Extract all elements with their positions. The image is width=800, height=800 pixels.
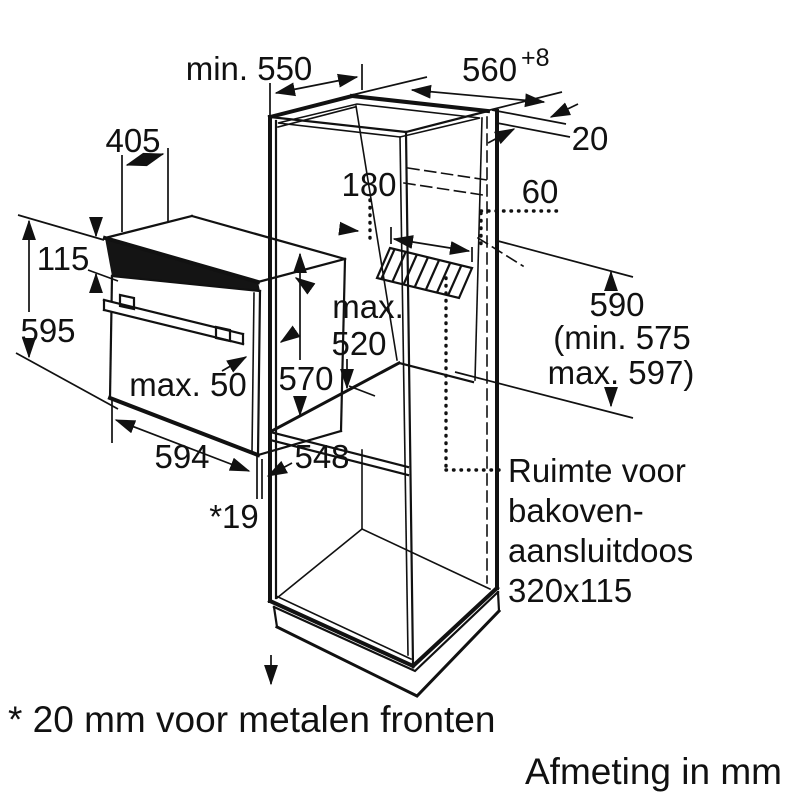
- label-oven-depth: 548: [294, 438, 350, 475]
- connection-box-note: [508, 452, 693, 609]
- oven-handle: [104, 295, 243, 344]
- label-rear-vent-gap: 60: [521, 173, 559, 210]
- note-line-1: Ruimte voor: [508, 452, 686, 489]
- label-top-gap: 20: [571, 120, 609, 157]
- footer-notes: [8, 699, 782, 792]
- label-panel-height: 115: [36, 240, 90, 277]
- units-note: Afmeting in mm: [524, 751, 782, 792]
- note-line-4: 320x115: [508, 572, 633, 609]
- label-niche-depth: min. 550: [185, 50, 313, 87]
- label-rear-cutout: 180: [341, 166, 397, 203]
- note-line-2: bakoven-: [508, 492, 644, 529]
- label-niche-height-min: (min. 575: [553, 319, 691, 356]
- oven: [104, 216, 345, 455]
- label-oven-width: 594: [154, 438, 210, 475]
- label-niche-width-tolerance: +8: [521, 44, 550, 72]
- label-shelf-depth-value: 520: [331, 325, 387, 362]
- label-oven-height: 595: [20, 312, 76, 349]
- footnote-metal-fronts: * 20 mm voor metalen fronten: [8, 699, 496, 740]
- note-line-3: aansluitdoos: [508, 532, 694, 569]
- label-shelf-depth-max: max.: [332, 288, 404, 325]
- label-niche-height: 590: [589, 286, 645, 323]
- label-niche-width: 560: [462, 51, 518, 88]
- label-front-height: 570: [278, 360, 334, 397]
- cabinet-lower-interior: [276, 450, 490, 659]
- label-oven-top-depth: 405: [105, 122, 161, 159]
- label-niche-height-max: max. 597): [547, 354, 695, 391]
- label-handle-clearance: max. 50: [129, 366, 247, 403]
- label-front-gap: *19: [209, 498, 259, 535]
